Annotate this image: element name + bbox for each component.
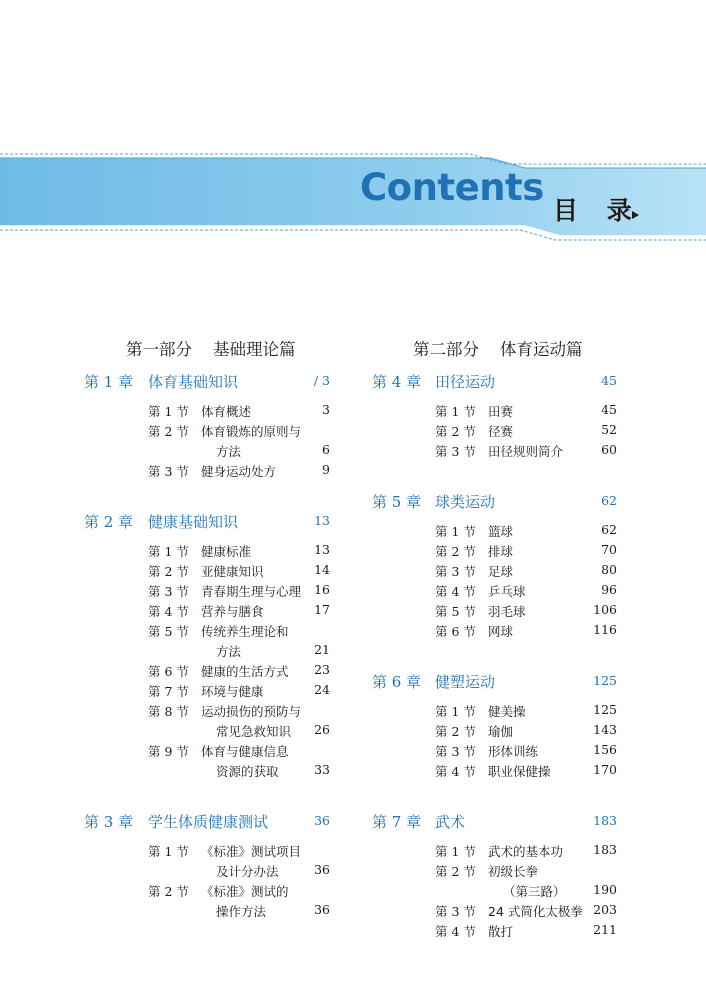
part-one-title: 第一部分 基础理论篇 bbox=[126, 340, 296, 359]
section-label: 第 2 节 bbox=[148, 564, 189, 579]
chapter-label: 第 6 章 bbox=[372, 673, 422, 691]
section-page-number: 21 bbox=[314, 642, 330, 657]
section-title: 健康标准 bbox=[201, 544, 252, 559]
chapter-label: 第 7 章 bbox=[372, 813, 422, 831]
section-label: 第 7 节 bbox=[148, 684, 189, 699]
section-label: 第 2 节 bbox=[435, 544, 476, 559]
section-title: 健美操 bbox=[488, 704, 526, 719]
section-page-number: 36 bbox=[314, 862, 330, 877]
section-title: 健康的生活方式 bbox=[201, 664, 289, 679]
section-page-number: 16 bbox=[314, 582, 330, 597]
chapter-title: 健塑运动 bbox=[435, 673, 496, 691]
section-title: 初级长拳 bbox=[488, 864, 539, 879]
section-label: 第 9 节 bbox=[148, 744, 189, 759]
section-title: （第三路） bbox=[503, 884, 566, 899]
section-label: 第 2 节 bbox=[435, 864, 476, 879]
section-title: 亚健康知识 bbox=[201, 564, 264, 579]
section-page-number: 106 bbox=[593, 602, 617, 617]
triangle-marker-icon bbox=[632, 211, 639, 219]
chapter-page-number: / 3 bbox=[313, 373, 330, 388]
section-page-number: 80 bbox=[601, 562, 617, 577]
chapter-page-number: 125 bbox=[593, 673, 617, 688]
section-page-number: 23 bbox=[314, 662, 330, 677]
section-title: 散打 bbox=[488, 924, 514, 939]
section-page-number: 45 bbox=[601, 402, 617, 417]
section-label: 第 8 节 bbox=[148, 704, 189, 719]
section-title: 排球 bbox=[488, 544, 514, 559]
section-label: 第 1 节 bbox=[148, 844, 189, 859]
section-label: 第 3 节 bbox=[435, 744, 476, 759]
chapter-page-number: 45 bbox=[601, 373, 617, 388]
section-title: 职业保健操 bbox=[488, 764, 551, 779]
section-page-number: 13 bbox=[314, 542, 330, 557]
chapter-label: 第 3 章 bbox=[84, 813, 134, 831]
section-title: 篮球 bbox=[488, 524, 514, 539]
section-title: 体育与健康信息 bbox=[201, 744, 289, 759]
section-title: 及计分办法 bbox=[216, 864, 279, 879]
chapter-page-number: 13 bbox=[314, 513, 330, 528]
section-label: 第 3 节 bbox=[148, 584, 189, 599]
section-label: 第 1 节 bbox=[435, 524, 476, 539]
section-page-number: 62 bbox=[601, 522, 617, 537]
chapter-page-number: 62 bbox=[601, 493, 617, 508]
section-title: 传统养生理论和 bbox=[201, 624, 289, 639]
section-title: 常见急救知识 bbox=[216, 724, 292, 739]
section-label: 第 2 节 bbox=[148, 884, 189, 899]
section-page-number: 170 bbox=[593, 762, 617, 777]
chapter-title: 武术 bbox=[435, 813, 466, 831]
section-page-number: 6 bbox=[322, 442, 330, 457]
section-label: 第 2 节 bbox=[435, 424, 476, 439]
section-page-number: 156 bbox=[593, 742, 617, 757]
section-label: 第 2 节 bbox=[148, 424, 189, 439]
section-page-number: 36 bbox=[314, 902, 330, 917]
section-page-number: 116 bbox=[593, 622, 617, 637]
section-page-number: 9 bbox=[322, 462, 330, 477]
section-title: 体育概述 bbox=[201, 404, 252, 419]
section-page-number: 26 bbox=[314, 722, 330, 737]
section-page-number: 14 bbox=[314, 562, 330, 577]
section-title: 网球 bbox=[488, 624, 514, 639]
mulu-heading: 目 录 bbox=[553, 196, 642, 225]
section-page-number: 24 bbox=[314, 682, 330, 697]
section-title: 武术的基本功 bbox=[488, 844, 564, 859]
section-label: 第 2 节 bbox=[435, 724, 476, 739]
section-title: 瑜伽 bbox=[488, 724, 514, 739]
section-page-number: 183 bbox=[593, 842, 617, 857]
section-label: 第 3 节 bbox=[435, 904, 476, 919]
section-title: 方法 bbox=[216, 644, 242, 659]
part-two-title: 第二部分 体育运动篇 bbox=[413, 340, 583, 359]
section-label: 第 1 节 bbox=[435, 844, 476, 859]
chapter-title: 学生体质健康测试 bbox=[148, 813, 269, 831]
section-label: 第 4 节 bbox=[148, 604, 189, 619]
chapter-title: 球类运动 bbox=[435, 493, 496, 511]
section-title: 田赛 bbox=[488, 404, 514, 419]
section-title: 径赛 bbox=[488, 424, 514, 439]
section-title: 操作方法 bbox=[216, 904, 267, 919]
section-title: 《标准》测试的 bbox=[201, 884, 289, 899]
section-label: 第 3 节 bbox=[148, 464, 189, 479]
section-title: 田径规则简介 bbox=[488, 444, 564, 459]
section-page-number: 96 bbox=[601, 582, 617, 597]
chapter-label: 第 2 章 bbox=[84, 513, 134, 531]
section-label: 第 1 节 bbox=[435, 704, 476, 719]
section-title: 体育锻炼的原则与 bbox=[201, 424, 302, 439]
section-title: 环境与健康 bbox=[201, 684, 264, 699]
section-title: 运动损伤的预防与 bbox=[201, 704, 302, 719]
section-page-number: 211 bbox=[593, 922, 617, 937]
section-label: 第 1 节 bbox=[148, 404, 189, 419]
section-label: 第 5 节 bbox=[435, 604, 476, 619]
section-title: 资源的获取 bbox=[216, 764, 279, 779]
section-page-number: 70 bbox=[601, 542, 617, 557]
section-title: 羽毛球 bbox=[488, 604, 526, 619]
section-label: 第 1 节 bbox=[435, 404, 476, 419]
section-title: 24 式简化太极拳 bbox=[488, 904, 583, 919]
section-label: 第 3 节 bbox=[435, 564, 476, 579]
section-page-number: 125 bbox=[593, 702, 617, 717]
section-page-number: 52 bbox=[601, 422, 617, 437]
section-label: 第 6 节 bbox=[435, 624, 476, 639]
section-title: 乒乓球 bbox=[488, 584, 526, 599]
section-title: 形体训练 bbox=[488, 744, 539, 759]
section-page-number: 60 bbox=[601, 442, 617, 457]
section-label: 第 5 节 bbox=[148, 624, 189, 639]
chapter-label: 第 5 章 bbox=[372, 493, 422, 511]
section-page-number: 17 bbox=[314, 602, 330, 617]
section-label: 第 4 节 bbox=[435, 764, 476, 779]
section-label: 第 1 节 bbox=[148, 544, 189, 559]
section-label: 第 3 节 bbox=[435, 444, 476, 459]
chapter-label: 第 1 章 bbox=[84, 373, 134, 391]
chapter-title: 健康基础知识 bbox=[148, 513, 239, 531]
section-page-number: 143 bbox=[593, 722, 617, 737]
section-label: 第 6 节 bbox=[148, 664, 189, 679]
section-title: 《标准》测试项目 bbox=[201, 844, 302, 859]
section-title: 青春期生理与心理 bbox=[201, 584, 302, 599]
chapter-title: 体育基础知识 bbox=[148, 373, 239, 391]
contents-heading: Contents bbox=[360, 166, 544, 209]
section-title: 营养与膳食 bbox=[201, 604, 264, 619]
chapter-label: 第 4 章 bbox=[372, 373, 422, 391]
chapter-title: 田径运动 bbox=[435, 373, 496, 391]
section-page-number: 3 bbox=[322, 402, 330, 417]
section-page-number: 33 bbox=[314, 762, 330, 777]
section-page-number: 203 bbox=[593, 902, 617, 917]
section-label: 第 4 节 bbox=[435, 924, 476, 939]
section-title: 足球 bbox=[488, 564, 514, 579]
section-title: 健身运动处方 bbox=[201, 464, 277, 479]
chapter-page-number: 183 bbox=[593, 813, 617, 828]
chapter-page-number: 36 bbox=[314, 813, 330, 828]
section-title: 方法 bbox=[216, 444, 242, 459]
section-label: 第 4 节 bbox=[435, 584, 476, 599]
section-page-number: 190 bbox=[593, 882, 617, 897]
